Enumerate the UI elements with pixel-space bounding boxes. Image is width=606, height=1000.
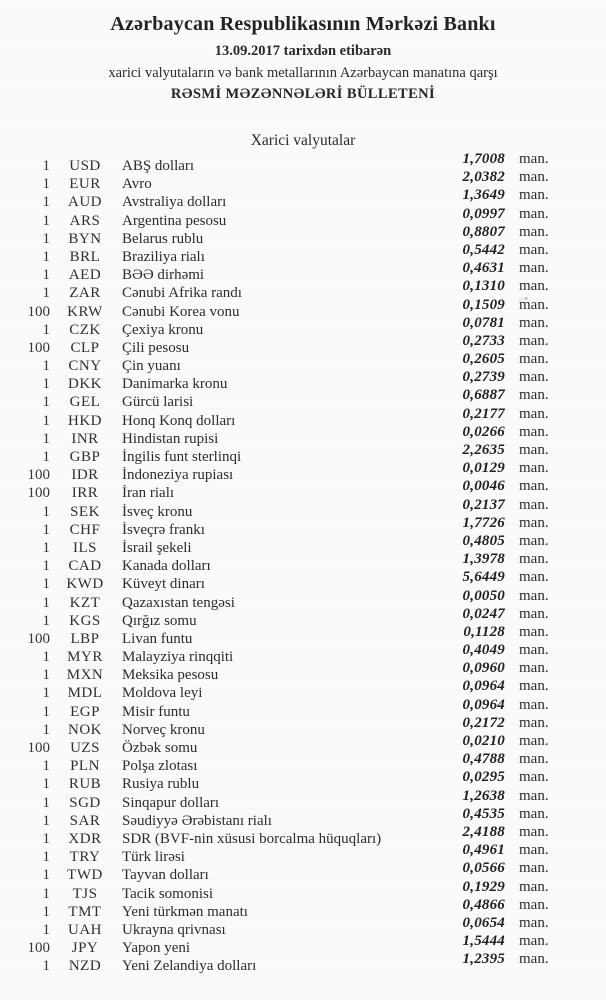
currency-quantity: 1 <box>42 267 50 284</box>
rate-unit: man. <box>519 169 549 186</box>
currency-quantity: 1 <box>42 158 50 174</box>
exchange-rate: 0,4805 <box>462 532 505 549</box>
rate-unit: man. <box>519 842 549 859</box>
rate-unit: man. <box>519 205 549 222</box>
rate-unit: man. <box>519 678 549 695</box>
currency-code: XDR <box>68 830 102 847</box>
table-row <box>0 187 606 211</box>
currency-code: USD <box>69 158 101 174</box>
table-row <box>0 623 606 648</box>
currency-quantity: 1 <box>42 430 50 447</box>
currency-code: DKK <box>68 376 102 393</box>
currency-quantity: 1 <box>42 721 50 738</box>
rate-unit: man. <box>519 187 549 204</box>
table-row <box>0 842 606 866</box>
currency-quantity: 100 <box>27 940 50 957</box>
currency-quantity: 1 <box>42 394 50 411</box>
rate-unit: man. <box>519 860 549 877</box>
table-row <box>0 151 606 175</box>
exchange-rate: 0,2739 <box>462 369 505 386</box>
currency-quantity: 1 <box>42 248 50 265</box>
table-row <box>0 933 606 957</box>
currency-name: İndoneziya rupiası <box>122 467 234 484</box>
exchange-rate: 2,2635 <box>462 442 505 458</box>
currency-code: MXN <box>66 667 104 684</box>
rate-unit: man. <box>519 314 549 331</box>
exchange-rate: 1,3978 <box>462 551 505 568</box>
exchange-rate: 0,0964 <box>462 696 505 713</box>
table-row <box>0 496 606 521</box>
table-row <box>0 423 606 448</box>
rate-unit: man. <box>519 751 549 768</box>
exchange-rate: 5,6449 <box>462 569 505 586</box>
currency-name: Avro <box>122 176 152 193</box>
currency-quantity: 1 <box>42 685 50 702</box>
currency-name: Ukrayna qrivnası <box>122 921 226 938</box>
rate-unit: man. <box>519 551 549 568</box>
currency-quantity: 1 <box>42 358 50 375</box>
currency-quantity: 1 <box>42 921 50 938</box>
rate-unit: man. <box>519 405 549 422</box>
rate-unit: man. <box>519 423 549 440</box>
currency-code: KWD <box>66 576 104 593</box>
table-row <box>0 714 606 739</box>
exchange-rate: 0,0046 <box>462 478 505 495</box>
currency-code: CLP <box>70 339 100 356</box>
currency-quantity: 1 <box>42 849 50 866</box>
table-row <box>0 733 606 757</box>
table-row <box>0 787 606 812</box>
currency-quantity: 1 <box>42 830 50 847</box>
currency-name: Meksika pesosu <box>122 667 219 684</box>
currency-code: PLN <box>70 758 100 775</box>
currency-code: ZAR <box>69 285 101 302</box>
currency-name: Gürcü larisi <box>122 394 194 411</box>
currency-code: ARS <box>69 212 101 229</box>
currency-quantity: 100 <box>27 630 50 647</box>
currency-code: SAR <box>69 812 101 829</box>
exchange-rate: 0,0247 <box>462 605 505 622</box>
currency-quantity: 1 <box>42 321 50 338</box>
currency-name: Çexiya kronu <box>122 321 204 338</box>
bulletin-title: RƏSMİ MƏZƏNNƏLƏRİ BÜLLETENİ <box>170 86 436 102</box>
bank-name-title: Azərbaycan Respublikasının Mərkəzi Bankı <box>110 13 496 35</box>
table-row <box>0 351 606 375</box>
currency-quantity: 100 <box>27 485 50 502</box>
currency-name: Polşa zlotası <box>122 758 198 775</box>
rate-unit: man. <box>519 642 549 659</box>
exchange-rate: 0,8807 <box>462 223 505 240</box>
table-row <box>0 514 606 539</box>
currency-quantity: 100 <box>27 467 50 484</box>
table-row <box>0 260 606 284</box>
currency-name: Danimarka kronu <box>122 376 228 393</box>
rate-unit: man. <box>519 914 549 931</box>
currency-name: İsveç kronu <box>122 503 193 520</box>
exchange-rate: 0,4049 <box>462 642 505 659</box>
exchange-rate: 0,5442 <box>462 241 505 258</box>
exchange-rate: 0,1929 <box>462 878 505 895</box>
currency-code: HKD <box>68 412 102 429</box>
currency-code: NOK <box>68 721 102 738</box>
exchange-rate: 1,7008 <box>462 151 505 167</box>
exchange-rate: 0,0997 <box>462 205 505 222</box>
table-row <box>0 387 606 411</box>
currency-code: MDL <box>67 685 103 702</box>
currency-quantity: 1 <box>42 230 50 247</box>
currency-code: GEL <box>69 394 101 411</box>
currency-code: EGP <box>70 703 100 720</box>
currency-name: Qazaxıstan tengəsi <box>122 594 235 611</box>
currency-quantity: 1 <box>42 176 50 193</box>
currency-code: NZD <box>68 958 102 975</box>
effective-date: 13.09.2017 tarixdən etibarən <box>214 43 392 59</box>
currency-name: Yeni Zelandiya dolları <box>122 958 257 975</box>
rate-unit: man. <box>519 805 549 822</box>
currency-quantity: 1 <box>42 612 50 629</box>
rate-unit: man. <box>519 733 549 749</box>
currency-quantity: 1 <box>42 885 50 902</box>
currency-name: Braziliya rialı <box>122 248 205 265</box>
currency-quantity: 1 <box>42 903 50 920</box>
section-title-foreign-currencies: Xarici valyutalar <box>250 132 356 149</box>
exchange-rate: 0,4788 <box>462 751 505 768</box>
currency-quantity: 1 <box>42 649 50 666</box>
currency-quantity: 1 <box>42 576 50 593</box>
exchange-rate: 1,2395 <box>462 951 505 968</box>
exchange-rate: 1,3649 <box>462 187 505 204</box>
currency-code: KGS <box>69 612 101 629</box>
rate-unit: man. <box>519 696 549 713</box>
rate-unit: man. <box>519 714 549 731</box>
currency-code: CZK <box>69 321 101 338</box>
exchange-rate: 0,1128 <box>463 623 505 640</box>
scan-speck <box>288 842 291 845</box>
rate-unit: man. <box>519 878 549 895</box>
rate-unit: man. <box>519 823 549 840</box>
exchange-rate: 0,4631 <box>462 260 505 277</box>
currency-quantity: 1 <box>42 539 50 556</box>
currency-quantity: 1 <box>42 503 50 520</box>
currency-name: Hindistan rupisi <box>122 430 219 447</box>
currency-name: Livan funtu <box>122 630 193 647</box>
rate-unit: man. <box>519 260 549 277</box>
currency-code: CAD <box>68 558 102 575</box>
currency-name: Misir funtu <box>122 703 190 720</box>
currency-code: ILS <box>73 539 97 556</box>
currency-quantity: 1 <box>42 667 50 684</box>
table-row <box>0 241 606 266</box>
exchange-rate: 0,0781 <box>462 314 505 331</box>
exchange-rate: 0,0960 <box>462 660 505 677</box>
exchange-rate: 2,0382 <box>462 169 505 186</box>
currency-name: Tacik somonisi <box>122 885 214 902</box>
table-row <box>0 314 606 339</box>
currency-code: SGD <box>69 794 101 811</box>
exchange-rate: 0,2605 <box>462 351 505 368</box>
currency-quantity: 1 <box>42 558 50 575</box>
currency-code: TJS <box>72 885 98 902</box>
rate-unit: man. <box>519 605 549 622</box>
currency-code: CHF <box>69 521 101 538</box>
currency-quantity: 1 <box>42 212 50 229</box>
exchange-rate: 0,4866 <box>462 896 505 913</box>
exchange-rate: 0,1310 <box>462 278 505 295</box>
rate-unit: man. <box>519 278 549 295</box>
currency-code: GBP <box>69 449 101 465</box>
rate-unit: man. <box>519 478 549 495</box>
currency-quantity: 1 <box>42 449 50 465</box>
currency-quantity: 100 <box>27 303 50 320</box>
exchange-rate: 0,0129 <box>462 460 505 477</box>
table-row <box>0 896 606 921</box>
exchange-rate: 0,4961 <box>462 842 505 859</box>
rate-unit: man. <box>519 587 549 604</box>
table-row <box>0 278 606 302</box>
table-row <box>0 587 606 612</box>
rate-unit: man. <box>519 769 549 786</box>
currency-name: Yeni türkmən manatı <box>122 903 248 920</box>
exchange-rate: 0,0210 <box>462 733 505 749</box>
exchange-rate: 0,4535 <box>462 805 505 822</box>
currency-code: MYR <box>67 649 103 666</box>
currency-name: Türk lirəsi <box>122 849 185 866</box>
bulletin-header <box>0 0 606 103</box>
currency-name: Çili pesosu <box>122 339 190 356</box>
exchange-rate: 0,0964 <box>462 678 505 695</box>
table-row <box>0 805 606 830</box>
currency-quantity: 1 <box>42 794 50 811</box>
currency-name: Rusiya rublu <box>122 776 200 793</box>
currency-code: AUD <box>68 194 102 211</box>
currency-quantity: 1 <box>42 812 50 829</box>
currency-name: Sinqapur dolları <box>122 794 220 811</box>
currency-quantity: 100 <box>27 740 50 756</box>
table-row <box>0 914 606 939</box>
currency-code: TWD <box>67 867 103 884</box>
currency-code: BYN <box>68 230 102 247</box>
exchange-rate: 0,0654 <box>462 914 505 931</box>
currency-quantity: 1 <box>42 776 50 793</box>
table-row <box>0 551 606 575</box>
currency-quantity: 1 <box>42 594 50 611</box>
currency-quantity: 1 <box>42 376 50 393</box>
table-row <box>0 405 606 430</box>
currency-name: ABŞ dolları <box>122 158 195 174</box>
rate-unit: man. <box>519 660 549 677</box>
currency-code: UAH <box>68 921 102 938</box>
currency-code: KRW <box>67 303 103 320</box>
currency-name: SDR (BVF-nin xüsusi borcalma hüquqları) <box>122 830 382 847</box>
exchange-rate: 2,4188 <box>462 823 505 840</box>
rate-unit: man. <box>519 369 549 386</box>
currency-name: Moldova leyi <box>122 685 203 702</box>
exchange-rate: 0,2733 <box>462 332 505 349</box>
currency-code: BRL <box>69 248 101 265</box>
rate-unit: man. <box>519 896 549 913</box>
currency-quantity: 1 <box>42 758 50 775</box>
currency-code: TRY <box>69 849 101 866</box>
table-row <box>0 569 606 593</box>
exchange-rate: 0,2172 <box>462 714 505 731</box>
currency-code: LBP <box>70 630 100 647</box>
table-row <box>0 296 606 321</box>
rate-unit: man. <box>519 442 549 458</box>
currency-name: Yapon yeni <box>122 940 191 957</box>
currency-name: Özbək somu <box>122 740 198 756</box>
currency-code: KZT <box>69 594 101 611</box>
currency-name: İsrail şekeli <box>122 539 192 556</box>
rate-unit: man. <box>519 460 549 477</box>
currency-name: İngilis funt sterlinqi <box>122 449 242 465</box>
currency-name: Küveyt dinarı <box>122 576 205 593</box>
currency-code: JPY <box>71 940 99 957</box>
exchange-rate: 0,6887 <box>462 387 505 404</box>
exchange-rate: 0,0266 <box>462 423 505 440</box>
currency-code: TMT <box>68 903 102 920</box>
currency-name: Səudiyyə Ərəbistanı rialı <box>122 812 272 829</box>
table-row <box>0 205 606 230</box>
currency-name: Çin yuanı <box>122 358 181 375</box>
exchange-rate: 1,2638 <box>462 787 505 804</box>
table-row <box>0 369 606 393</box>
currency-name: Belarus rublu <box>122 230 204 247</box>
table-row <box>0 605 606 630</box>
currency-name: Argentina pesosu <box>122 212 227 229</box>
exchange-rate: 0,0566 <box>462 860 505 877</box>
rate-unit: man. <box>519 351 549 368</box>
exchange-rate: 1,7726 <box>462 514 505 531</box>
table-row <box>0 642 606 666</box>
rates-table <box>0 151 606 975</box>
rate-unit: man. <box>519 296 549 313</box>
exchange-rate: 0,2137 <box>462 496 505 513</box>
exchange-rate: 0,0050 <box>462 587 505 604</box>
table-row <box>0 878 606 903</box>
rate-unit: man. <box>519 151 549 167</box>
table-row <box>0 860 606 884</box>
currency-name: Cənubi Afrika randı <box>122 285 242 302</box>
currency-code: CNY <box>68 358 102 375</box>
table-row <box>0 769 606 793</box>
exchange-rate: 0,2177 <box>462 405 505 422</box>
table-row <box>0 751 606 775</box>
table-row <box>0 332 606 357</box>
exchange-rate: 1,5444 <box>462 933 505 950</box>
currency-quantity: 1 <box>42 703 50 720</box>
bulletin-subtitle: xarici valyutaların və bank metallarının Azərbaycan manatına qarşı <box>108 65 498 81</box>
table-row <box>0 460 606 484</box>
table-row <box>0 532 606 557</box>
rate-unit: man. <box>519 332 549 349</box>
currency-code: AED <box>68 267 102 284</box>
exchange-rate: 0,1509 <box>462 296 505 313</box>
table-row <box>0 823 606 848</box>
table-row <box>0 660 606 684</box>
currency-code: EUR <box>69 176 101 193</box>
currency-name: Malayziya rinqqiti <box>122 649 234 666</box>
currency-name: Avstraliya dolları <box>122 194 227 211</box>
rate-unit: man. <box>519 787 549 804</box>
currency-quantity: 100 <box>27 339 50 356</box>
currency-name: BƏƏ dirhəmi <box>122 267 205 284</box>
currency-quantity: 1 <box>42 194 50 211</box>
currency-name: İsveçrə frankı <box>122 521 205 538</box>
currency-code: IRR <box>71 485 99 502</box>
currency-name: Kanada dolları <box>122 558 211 575</box>
table-row <box>0 223 606 248</box>
currency-quantity: 1 <box>42 412 50 429</box>
table-row <box>0 478 606 502</box>
rate-unit: man. <box>519 223 549 240</box>
currency-name: Qırğız somu <box>122 612 197 629</box>
table-row <box>0 696 606 721</box>
currency-code: RUB <box>68 776 102 793</box>
exchange-rate: 0,0295 <box>462 769 505 786</box>
currency-code: IDR <box>71 467 99 484</box>
table-row <box>0 678 606 702</box>
currency-quantity: 1 <box>42 958 50 975</box>
currency-name: Cənubi Korea vonu <box>122 303 240 320</box>
currency-quantity: 1 <box>42 285 50 302</box>
rate-unit: man. <box>519 241 549 258</box>
currency-name: Tayvan dolları <box>122 867 209 884</box>
scan-speck <box>524 297 528 300</box>
rate-unit: man. <box>519 496 549 513</box>
rate-unit: man. <box>519 569 549 586</box>
rate-unit: man. <box>519 623 549 640</box>
rate-unit: man. <box>519 532 549 549</box>
rate-unit: man. <box>519 933 549 950</box>
currency-name: Honq Konq dolları <box>122 412 236 429</box>
rate-unit: man. <box>519 514 549 531</box>
table-row <box>0 951 606 975</box>
currency-code: SEK <box>70 503 100 520</box>
currency-quantity: 1 <box>42 867 50 884</box>
currency-code: UZS <box>70 740 100 756</box>
currency-code: INR <box>71 430 99 447</box>
currency-name: Norveç kronu <box>122 721 205 738</box>
rate-unit: man. <box>519 387 549 404</box>
rate-unit: man. <box>519 951 549 968</box>
table-row <box>0 169 606 193</box>
table-row <box>0 442 606 466</box>
currency-name: İran rialı <box>122 485 175 502</box>
currency-quantity: 1 <box>42 521 50 538</box>
